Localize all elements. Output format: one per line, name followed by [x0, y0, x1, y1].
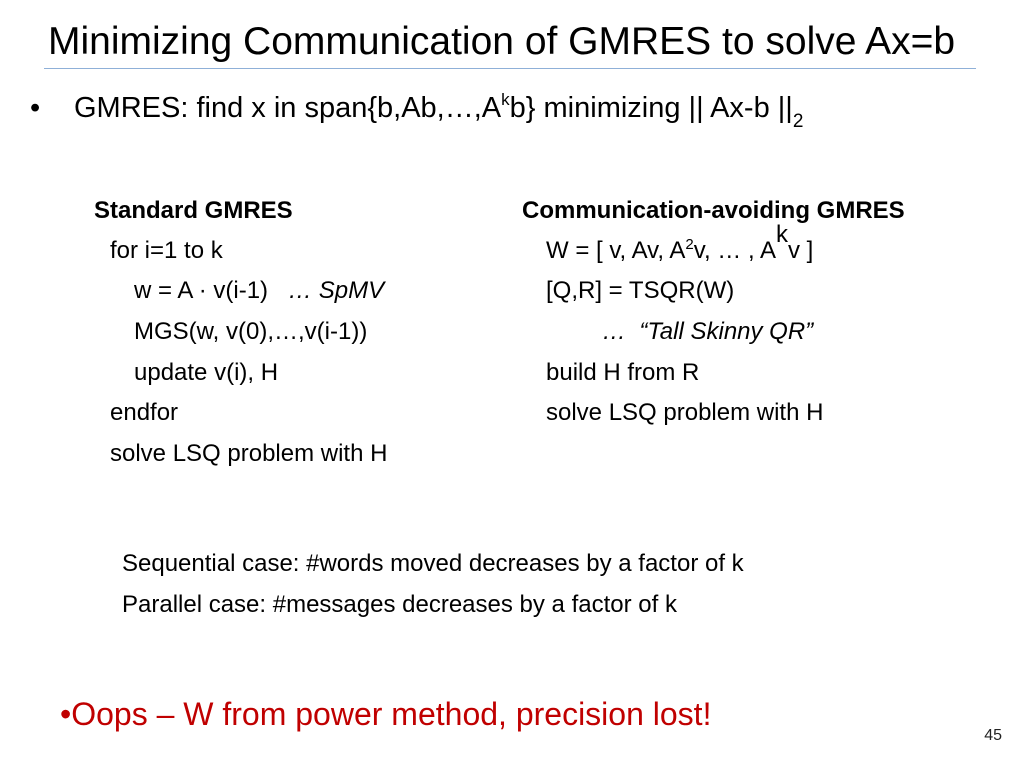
spmv-comment: … SpMV [288, 277, 385, 304]
ca-w-part1: W = [ v, Av, A [546, 237, 686, 264]
page-number: 45 [984, 727, 1002, 744]
note-sequential-case: Sequential case: #words moved decreases by a factor of k [122, 550, 744, 577]
ca-line-w [546, 221, 814, 266]
standard-line-mgs: MGS(w, v(0),…,v(i-1)) [134, 318, 368, 345]
ca-tall-skinny-qr: “Tall Skinny QR” [639, 318, 814, 345]
standard-gmres-heading: Standard GMRES [94, 197, 293, 224]
ca-gmres-heading: Communication-avoiding GMRES [522, 197, 905, 224]
gmres-definition-bullet [30, 88, 804, 132]
ca-line-tsqr-comment [602, 317, 813, 347]
spmv-expression: w = A · v(i-1) [134, 277, 269, 304]
standard-line-endfor: endfor [110, 399, 179, 426]
ca-ellipsis: … [602, 318, 626, 345]
standard-line-for: for i=1 to k [110, 237, 223, 264]
bullet-marker: • [30, 92, 41, 124]
oops-warning: •Oops – W from power method, precision lost! [60, 696, 712, 732]
title-divider [44, 68, 976, 69]
ca-w-sup-k: k [775, 221, 788, 248]
ca-w-part2: v, … , A [693, 237, 776, 264]
note-parallel-case: Parallel case: #messages decreases by a factor of k [122, 591, 677, 618]
standard-line-update: update v(i), H [134, 359, 279, 386]
ca-w-part3: v ] [787, 237, 814, 264]
bullet-subscript-2: 2 [792, 111, 804, 132]
ca-w-sup-2: 2 [685, 236, 694, 253]
standard-line-spmv [134, 276, 384, 306]
standard-line-solve: solve LSQ problem with H [110, 440, 388, 467]
bullet-text-part2: b} minimizing || Ax-b || [509, 92, 793, 124]
ca-line-solve: solve LSQ problem with H [546, 399, 824, 426]
ca-line-tsqr: [Q,R] = TSQR(W) [546, 277, 735, 304]
bullet-text-part1: GMRES: find x in span{b,Ab,…,A [74, 92, 502, 124]
bullet-superscript-k: k [501, 90, 510, 109]
slide-title: Minimizing Communication of GMRES to solve Ax=b [48, 20, 956, 63]
ca-line-build-h: build H from R [546, 359, 700, 386]
